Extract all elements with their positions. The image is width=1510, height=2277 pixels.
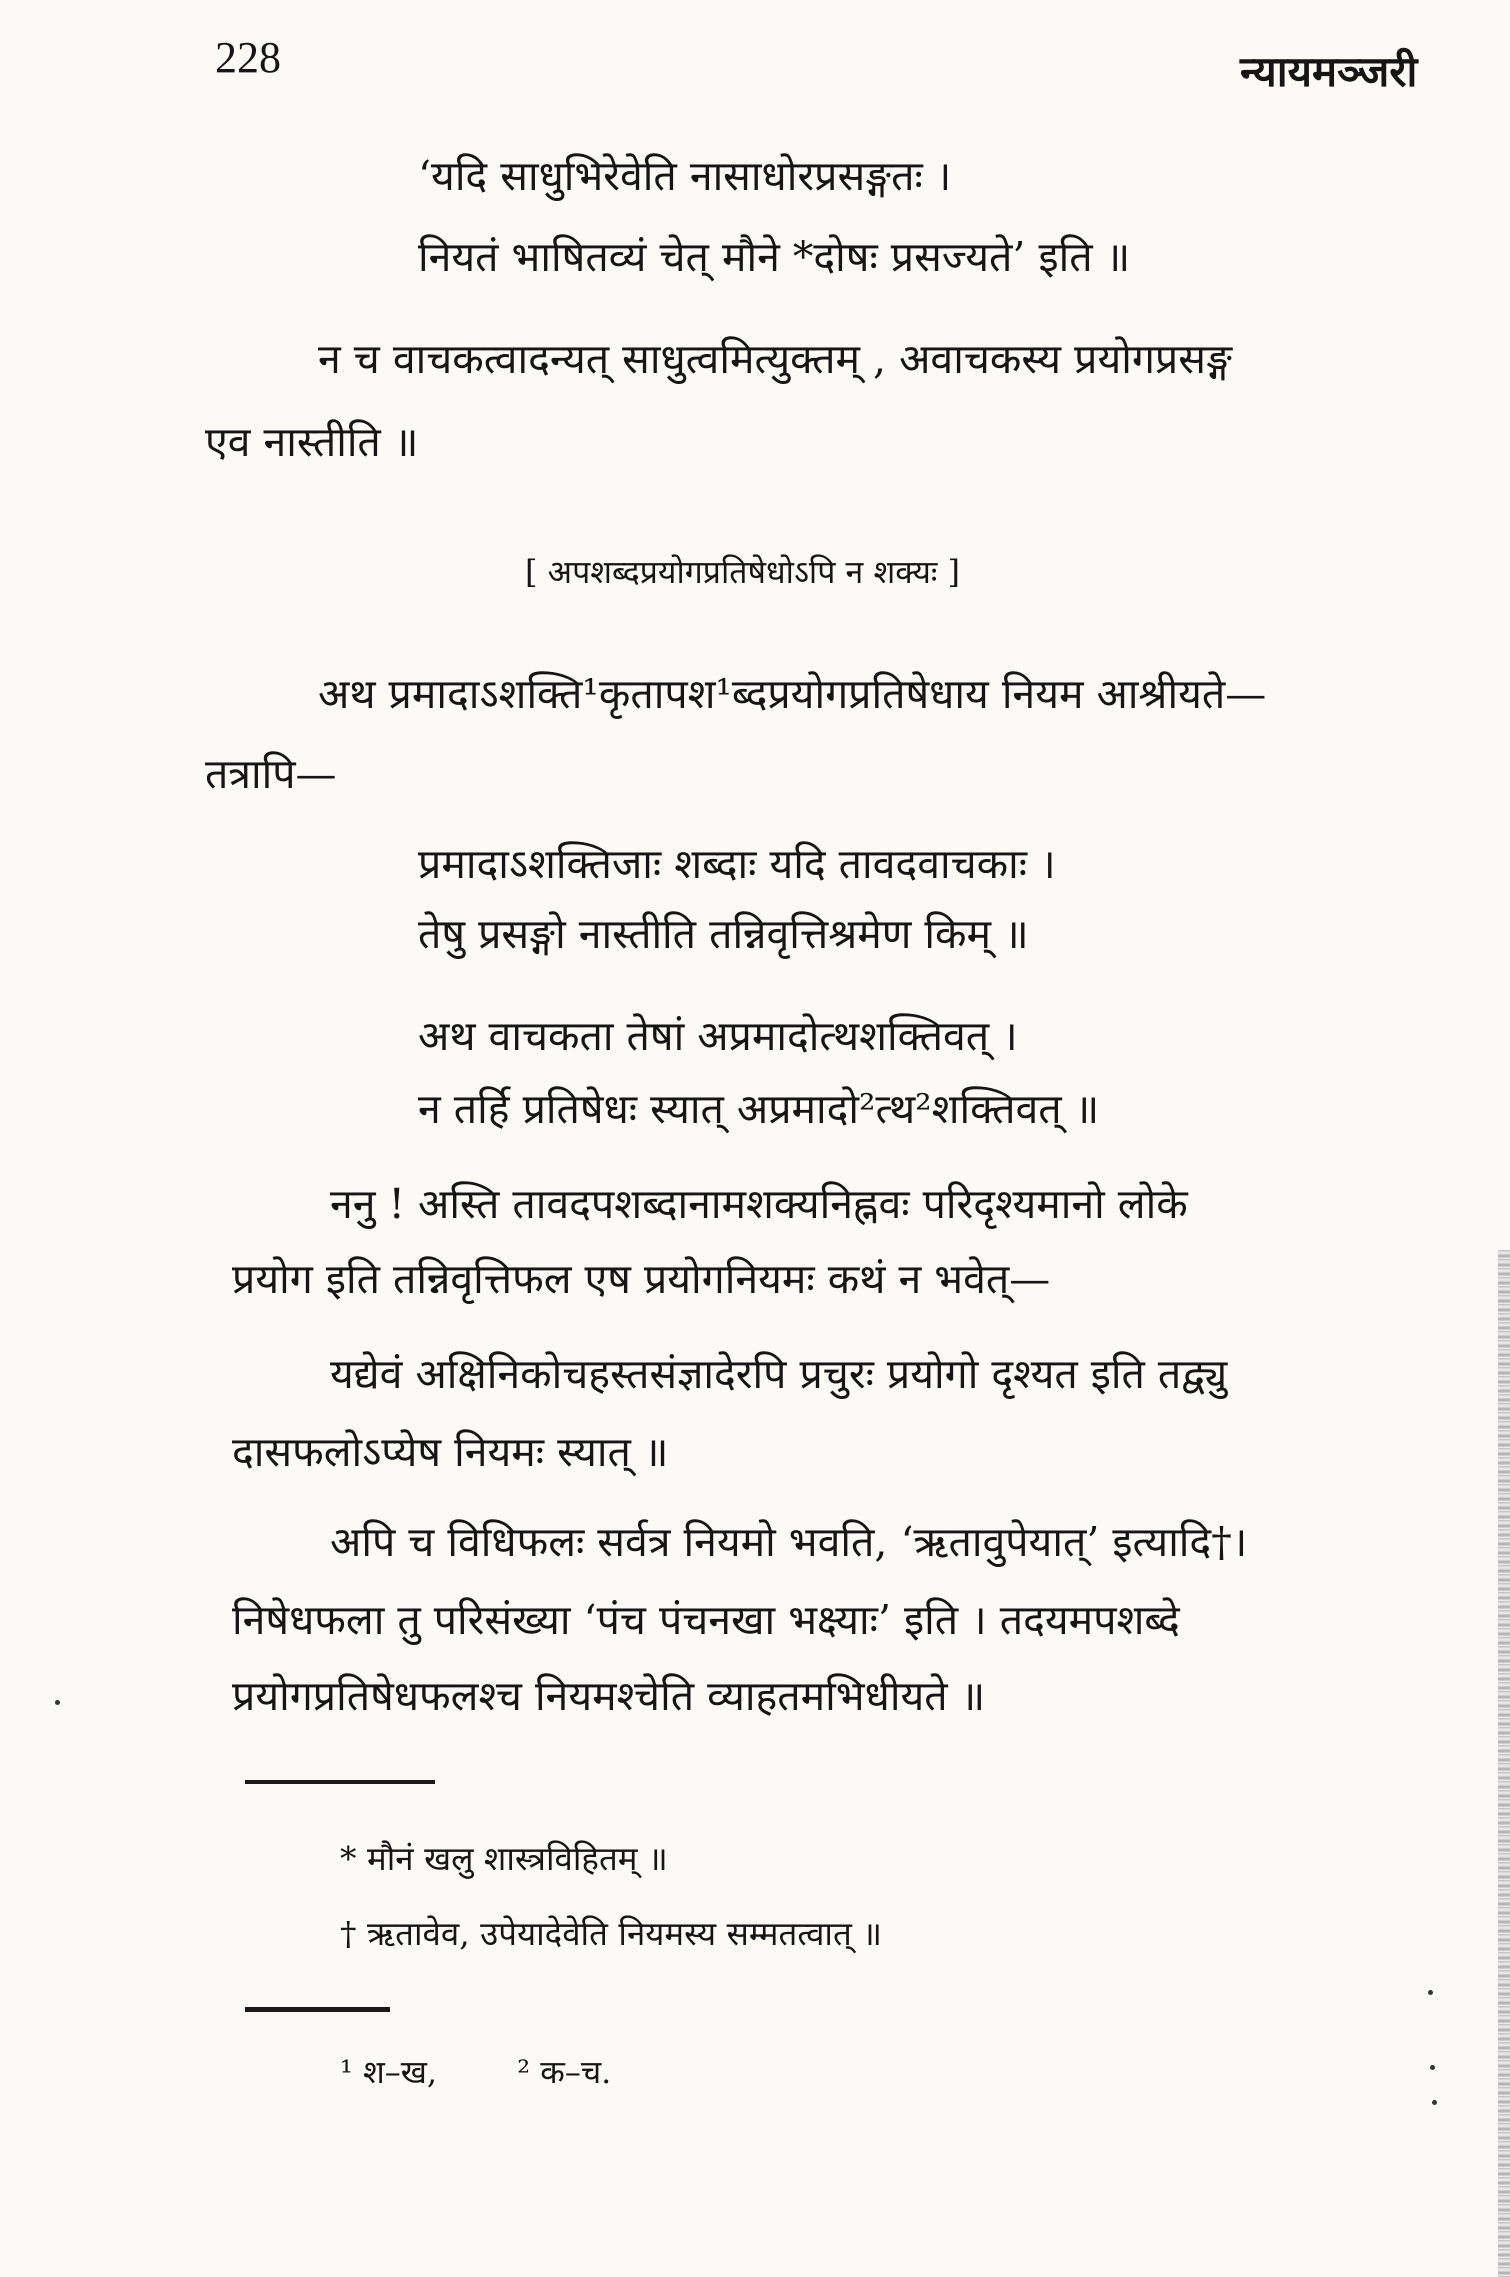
footnote-1: * मौनं खलु शास्त्रविहितम् ॥ <box>340 1839 668 1878</box>
para3-line2: प्रयोग इति तन्निवृत्तिफल एष प्रयोगनियमः कथं न भवेत्— <box>232 1255 1051 1303</box>
para1-line2: एव नास्तीति ॥ <box>205 418 419 466</box>
para5-line3: प्रयोगप्रतिषेधफलश्च नियमश्चेति व्याहतमभिधीयते ॥ <box>232 1672 986 1720</box>
page-number: 228 <box>215 33 281 82</box>
section-heading: [ अपशब्दप्रयोगप्रतिषेधोऽपि न शक्यः ] <box>525 553 961 591</box>
para2-line1: अथ प्रमादाऽशक्ति¹कृतापश¹ब्दप्रयोगप्रतिषेधाय नियम आश्रीयते— <box>318 670 1267 718</box>
verse1-line2: नियतं भाषितव्यं चेत् मौने *दोषः प्रसज्यते’ इति ॥ <box>418 233 1131 281</box>
para5-line1: अपि च विधिफलः सर्वत्र नियमो भवति, ‘ऋतावुपेयात्’ इत्यादि†। <box>330 1518 1248 1566</box>
para1-line1: न च वाचकत्वादन्यत् साधुत्वमित्युक्तम् , अवाचकस्य प्रयोगप्रसङ्ग <box>318 335 1232 383</box>
variant-1: ¹ श–ख, <box>340 2053 438 2091</box>
scan-speck <box>1430 2065 1435 2070</box>
variant-readings <box>340 2050 681 2093</box>
scan-speck <box>1428 1990 1433 1995</box>
footnote-rule <box>245 1780 435 1784</box>
variants-rule <box>245 2007 390 2012</box>
para2-line2: तत्रापि— <box>205 750 337 798</box>
scan-speck <box>1432 2100 1437 2105</box>
para4-line2: दासफलोऽप्येष नियमः स्यात् ॥ <box>232 1428 669 1476</box>
variant-2: ² क–च. <box>517 2053 612 2091</box>
scan-speck <box>55 1700 60 1705</box>
para3-line1: ननु ! अस्ति तावदपशब्दानामशक्यनिह्नवः परिदृश्यमानो लोके <box>330 1180 1188 1228</box>
verse2-line1: प्रमादाऽशक्तिजाः शब्दाः यदि तावदवाचकाः । <box>418 840 1056 888</box>
para4-line1: यद्येवं अक्षिनिकोचहस्तसंज्ञादेरपि प्रचुरः प्रयोगो दृश्यत इति तद्व्यु <box>330 1350 1228 1398</box>
footnote-2: † ऋतावेव, उपेयादेवेति नियमस्य सम्मतत्वात् ॥ <box>340 1914 883 1953</box>
running-head: न्यायमञ्जरी <box>1240 47 1418 96</box>
page-edge-shadow <box>1498 1250 1510 2277</box>
verse3-line2: न तर्हि प्रतिषेधः स्यात् अप्रमादो²त्थ²शक्तिवत् ॥ <box>418 1085 1100 1133</box>
para5-line2: निषेधफला तु परिसंख्या ‘पंच पंचनखा भक्ष्याः’ इति । तदयमपशब्दे <box>232 1596 1180 1644</box>
verse3-line1: अथ वाचकता तेषां अप्रमादोत्थशक्तिवत् । <box>418 1012 1018 1060</box>
verse2-line2: तेषु प्रसङ्गो नास्तीति तन्निवृत्तिश्रमेण किम् ॥ <box>418 910 1029 958</box>
verse1-line1: ‘यदि साधुभिरेवेति नासाधोरप्रसङ्गतः । <box>418 152 952 200</box>
